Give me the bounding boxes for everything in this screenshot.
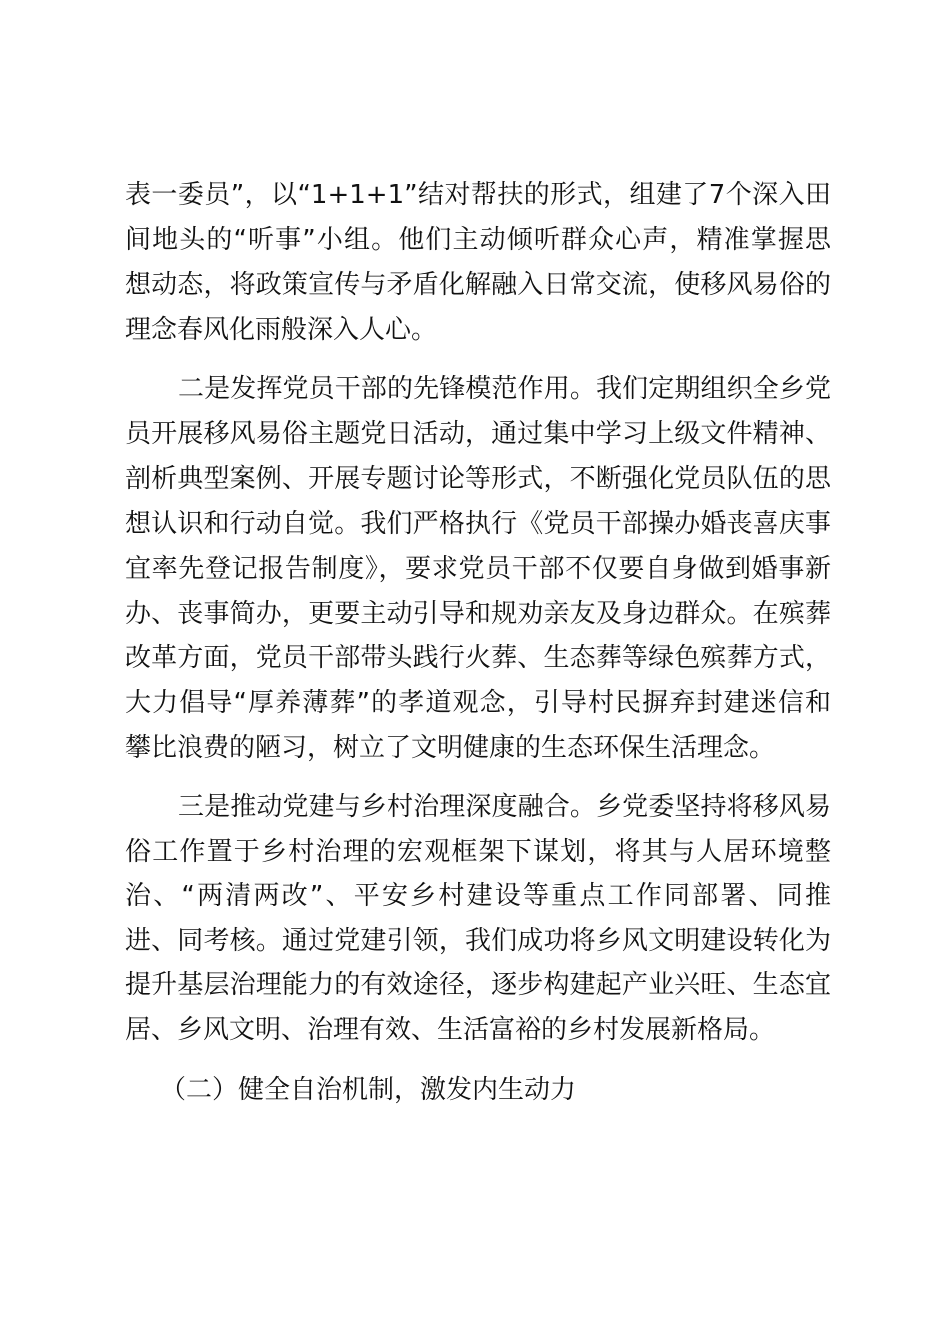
text-line: 剖析典型案例、开展专题讨论等形式，不断强化党员队伍的思 [125, 464, 831, 494]
text-line: 居、乡风文明、治理有效、生活富裕的乡村发展新格局。 [125, 1015, 776, 1045]
text-line: 治、“两清两改”、平安乡村建设等重点工作同部署、同推 [125, 881, 831, 911]
section-heading: （二）健全自治机制，激发内生动力 [160, 1075, 577, 1105]
text-line: 攀比浪费的陋习，树立了文明健康的生态环保生活理念。 [125, 733, 776, 763]
text-line: 办、丧事简办，更要主动引导和规劝亲友及身边群众。在殡葬 [125, 599, 831, 629]
text-line: 二是发挥党员干部的先锋模范作用。我们定期组织全乡党 [178, 374, 831, 404]
text-line: 进、同考核。通过党建引领，我们成功将乡风文明建设转化为 [125, 926, 831, 956]
text-line: 员开展移风易俗主题党日活动，通过集中学习上级文件精神、 [125, 419, 831, 449]
text-line: 宜率先登记报告制度》，要求党员干部不仅要自身做到婚事新 [125, 554, 831, 584]
text-line: 三是推动党建与乡村治理深度融合。乡党委坚持将移风易 [178, 792, 831, 822]
text-line: 大力倡导“厚养薄葬”的孝道观念，引导村民摒弃封建迷信和 [125, 688, 831, 718]
text-line: 改革方面，党员干部带头践行火葬、生态葬等绿色殡葬方式， [125, 643, 831, 673]
text-line: 间地头的“听事”小组。他们主动倾听群众心声，精准掌握思 [125, 225, 831, 255]
text-line: 俗工作置于乡村治理的宏观框架下谋划，将其与人居环境整 [125, 837, 831, 867]
text-line: 提升基层治理能力的有效途径，逐步构建起产业兴旺、生态宜 [125, 970, 831, 1000]
text-line: 表一委员”，以“1+1+1”结对帮扶的形式，组建了7个深入田 [125, 180, 831, 210]
text-line: 想认识和行动自觉。我们严格执行《党员干部操办婚丧喜庆事 [125, 509, 831, 539]
text-line: 理念春风化雨般深入人心。 [125, 315, 438, 345]
text-line: 想动态，将政策宣传与矛盾化解融入日常交流，使移风易俗的 [125, 270, 831, 300]
